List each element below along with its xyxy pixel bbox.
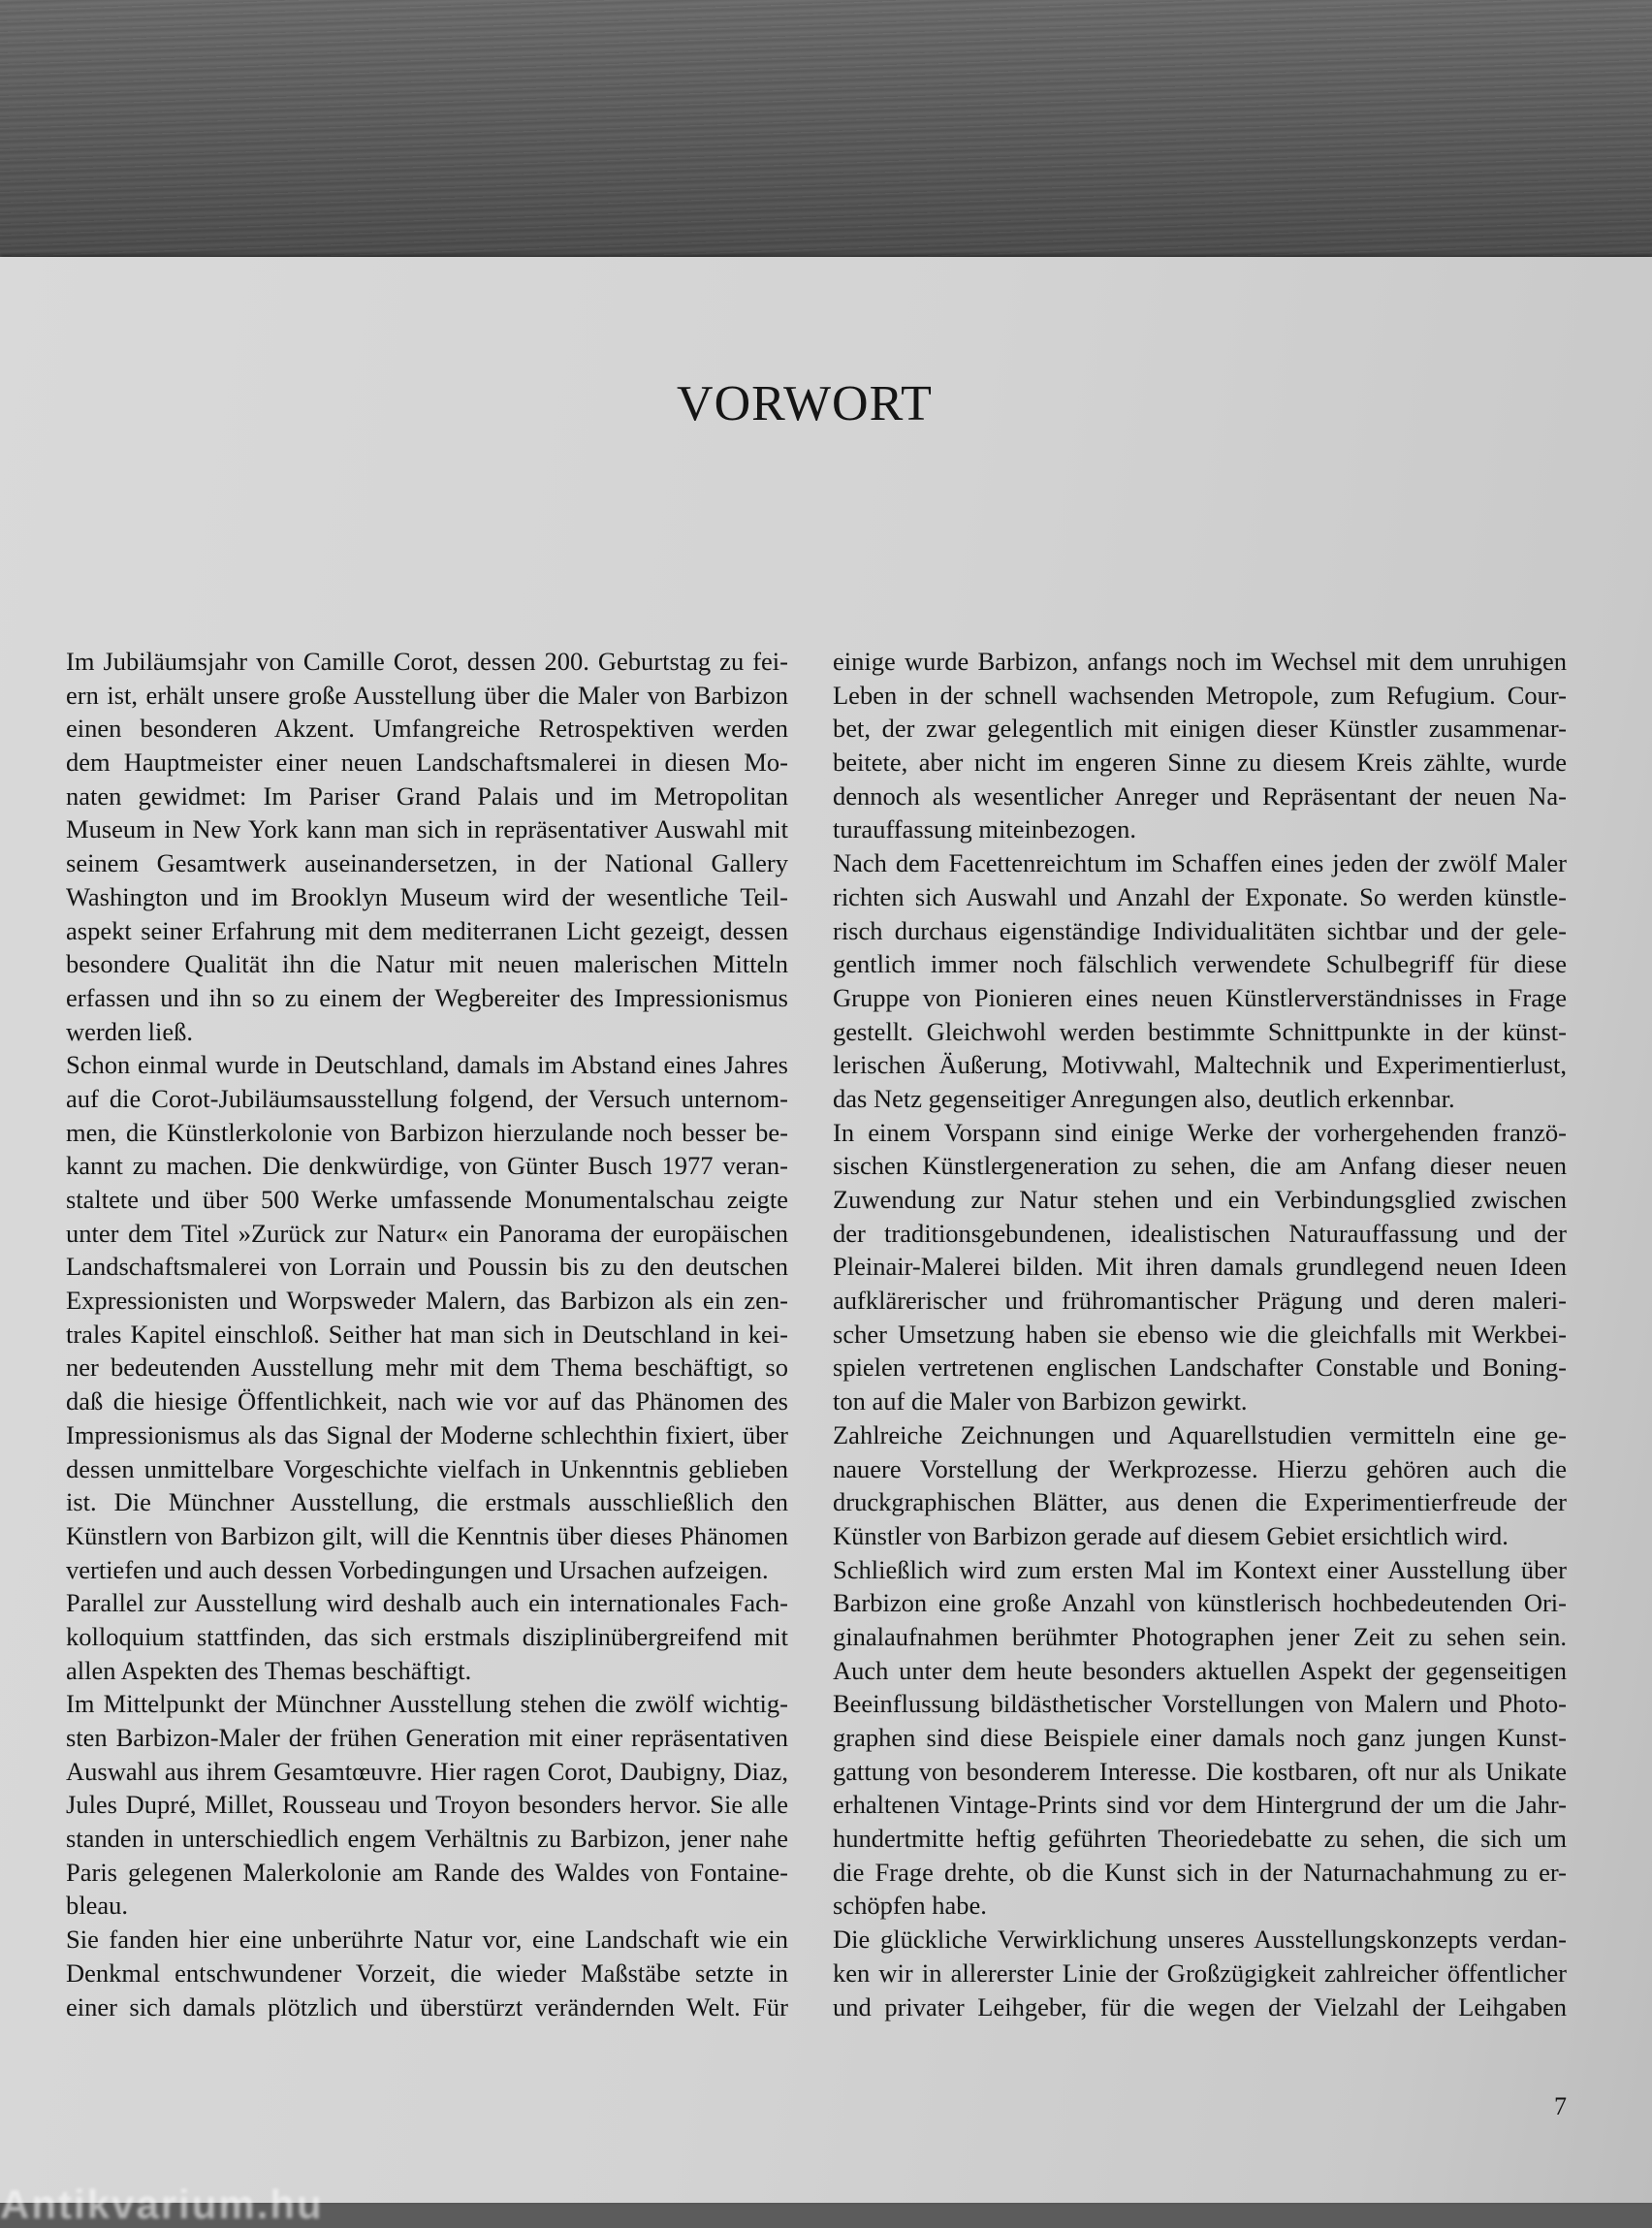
text-line: einen besonderen Akzent. Umfangreiche Retrospektiven werden bbox=[66, 714, 788, 744]
text-line: Denkmal entschwundener Vorzeit, die wieder Maßstäbe setzte in bbox=[66, 1957, 788, 1988]
text-line: Parallel zur Ausstellung wird deshalb auch ein internationales Fach- bbox=[66, 1588, 788, 1618]
paragraph bbox=[66, 1923, 788, 2023]
text-line: Zahlreiche Zeichnungen und Aquarellstudien vermitteln eine ge- bbox=[833, 1419, 1567, 1449]
text-line: Schließlich wird zum ersten Mal im Kontext einer Ausstellung über bbox=[833, 1554, 1567, 1584]
text-line: graphen sind diese Beispiele einer damals noch ganz jungen Kunst- bbox=[833, 1723, 1567, 1752]
text-line: erhaltenen Vintage-Prints sind vor dem Hintergrund der um die Jahr- bbox=[833, 1790, 1567, 1820]
text-line: ist. Die Münchner Ausstellung, die erstmals ausschließlich den bbox=[66, 1487, 788, 1517]
text-line: Beeinflussung bildästhetischer Vorstellungen von Malern und Photo- bbox=[833, 1689, 1567, 1719]
text-line: trales Kapitel einschloß. Seither hat man sich in Deutschland in kei- bbox=[66, 1319, 788, 1349]
text-line: Barbizon eine große Anzahl von künstlerisch hochbedeutenden Ori- bbox=[833, 1588, 1567, 1618]
text-line: ner bedeutenden Ausstellung mehr mit dem Thema beschäftigt, so bbox=[66, 1353, 788, 1383]
text-line: gentlich immer noch fälschlich verwendete Schulbegriff für diese bbox=[833, 949, 1567, 979]
paragraph bbox=[66, 1048, 788, 1586]
text-line: auf die Corot-Jubiläumsausstellung folgend, der Versuch unternom- bbox=[66, 1083, 788, 1113]
text-line: Auswahl aus ihrem Gesamtœuvre. Hier ragen Corot, Daubigny, Diaz, bbox=[66, 1756, 788, 1786]
paragraph bbox=[833, 645, 1567, 846]
right-text-column bbox=[833, 645, 1567, 2023]
text-line: druckgraphischen Blätter, aus denen die Experimentierfreude der bbox=[833, 1487, 1567, 1517]
text-line: bleau. bbox=[66, 1891, 129, 1921]
text-line: Impressionismus als das Signal der Moderne schlechthin fixiert, über bbox=[66, 1419, 788, 1449]
paragraph bbox=[66, 1586, 788, 1687]
paragraph bbox=[833, 1116, 1567, 1418]
text-line: aufklärerischer und frühromantischer Prägung und deren maleri- bbox=[833, 1286, 1567, 1316]
text-line: dennoch als wesentlicher Anreger und Repräsentant der neuen Na- bbox=[833, 780, 1567, 811]
text-line: ken wir in allererster Linie der Großzügigkeit zahlreicher öffentlicher bbox=[833, 1957, 1567, 1988]
left-text-column bbox=[66, 645, 788, 2023]
text-line: Washington und im Brooklyn Museum wird der wesentliche Teil- bbox=[66, 881, 788, 911]
text-line: ton auf die Maler von Barbizon gewirkt. bbox=[833, 1386, 1248, 1416]
text-line: richten sich Auswahl und Anzahl der Exponate. So werden künstle- bbox=[833, 881, 1567, 911]
text-line: sischen Künstlergeneration zu sehen, die am Anfang dieser neuen bbox=[833, 1151, 1567, 1181]
text-line: Schon einmal wurde in Deutschland, damals im Abstand eines Jahres bbox=[66, 1050, 788, 1080]
book-page bbox=[0, 257, 1652, 2227]
text-line: Leben in der schnell wachsenden Metropole, zum Refugium. Cour- bbox=[833, 680, 1567, 710]
text-line: allen Aspekten des Themas beschäftigt. bbox=[66, 1655, 472, 1685]
text-line: staltete und über 500 Werke umfassende Monumentalschau zeigte bbox=[66, 1185, 788, 1214]
text-line: Museum in New York kann man sich in repräsentativer Auswahl mit bbox=[66, 814, 788, 844]
watermark-logo: Antikvarium.hu bbox=[0, 2181, 324, 2227]
text-line: Auch unter dem heute besonders aktuellen Aspekt der gegenseitigen bbox=[833, 1655, 1567, 1685]
text-line: lerischen Äußerung, Motivwahl, Maltechnik und Experimentierlust, bbox=[833, 1050, 1567, 1080]
text-line: dessen unmittelbare Vorgeschichte vielfach in Unkenntnis geblieben bbox=[66, 1453, 788, 1483]
text-line: Die glückliche Verwirklichung unseres Ausstellungskonzepts verdan- bbox=[833, 1925, 1567, 1955]
text-line: schöpfen habe. bbox=[833, 1891, 987, 1921]
text-line: Zuwendung zur Natur stehen und ein Verbindungsglied zwischen bbox=[833, 1185, 1567, 1214]
text-line: besondere Qualität ihn die Natur mit neuen malerischen Mitteln bbox=[66, 949, 788, 979]
text-line: einer sich damals plötzlich und überstürzt verändernden Welt. Für bbox=[66, 1991, 788, 2021]
text-line: ginalaufnahmen berühmter Photographen jener Zeit zu sehen sein. bbox=[833, 1621, 1567, 1651]
table-surface-background bbox=[0, 0, 1652, 271]
paragraph bbox=[66, 645, 788, 1048]
text-line: Jules Dupré, Millet, Rousseau und Troyon besonders hervor. Sie alle bbox=[66, 1790, 788, 1820]
text-line: das Netz gegenseitiger Anregungen also, deutlich erkennbar. bbox=[833, 1083, 1455, 1113]
paragraph bbox=[66, 1687, 788, 1923]
text-line: Im Jubiläumsjahr von Camille Corot, dessen 200. Geburtstag zu fei- bbox=[66, 647, 788, 676]
text-line: die Frage drehte, ob die Kunst sich in der Naturnachahmung zu er- bbox=[833, 1857, 1567, 1887]
text-line: seinem Gesamtwerk auseinandersetzen, in der National Gallery bbox=[66, 848, 788, 878]
text-line: scher Umsetzung haben sie ebenso wie die gleichfalls mit Werkbei- bbox=[833, 1319, 1567, 1349]
text-line: Künstlern von Barbizon gilt, will die Kenntnis über dieses Phänomen bbox=[66, 1520, 788, 1550]
text-line: Expressionisten und Worpsweder Malern, das Barbizon als ein zen- bbox=[66, 1286, 788, 1316]
text-line: aspekt seiner Erfahrung mit dem mediterranen Licht gezeigt, dessen bbox=[66, 915, 788, 945]
text-line: kannt zu machen. Die denkwürdige, von Günter Busch 1977 veran- bbox=[66, 1151, 788, 1181]
page-title: VORWORT bbox=[677, 376, 933, 431]
text-line: Landschaftsmalerei von Lorrain und Poussin bis zu den deutschen bbox=[66, 1252, 788, 1282]
text-line: gestellt. Gleichwohl werden bestimmte Schnittpunkte in der künst- bbox=[833, 1016, 1567, 1046]
text-line: ern ist, erhält unsere große Ausstellung über die Maler von Barbizon bbox=[66, 680, 788, 710]
text-line: Paris gelegenen Malerkolonie am Rande des Waldes von Fontaine- bbox=[66, 1857, 788, 1887]
text-line: naten gewidmet: Im Pariser Grand Palais und im Metropolitan bbox=[66, 780, 788, 811]
text-line: sten Barbizon-Maler der frühen Generation mit einer repräsentativen bbox=[66, 1723, 788, 1752]
text-line: Künstler von Barbizon gerade auf diesem Gebiet ersichtlich wird. bbox=[833, 1520, 1509, 1550]
text-line: hundertmitte heftig geführten Theoriedebatte zu sehen, die sich um bbox=[833, 1824, 1567, 1854]
text-line: turauffassung miteinbezogen. bbox=[833, 814, 1137, 844]
text-line: risch durchaus eigenständige Individualitäten sichtbar und der gele- bbox=[833, 915, 1567, 945]
text-line: In einem Vorspann sind einige Werke der vorhergehenden franzö- bbox=[833, 1117, 1567, 1147]
text-line: standen in unterschiedlich engem Verhältnis zu Barbizon, jener nahe bbox=[66, 1824, 788, 1854]
paragraph bbox=[833, 846, 1567, 1116]
text-line: beitete, aber nicht im engeren Sinne zu diesem Kreis zählte, wurde bbox=[833, 748, 1567, 778]
text-line: bet, der zwar gelegentlich mit einigen dieser Künstler zusammenar- bbox=[833, 714, 1567, 744]
paragraph bbox=[833, 1923, 1567, 2023]
page-number: 7 bbox=[1554, 2092, 1567, 2120]
text-line: men, die Künstlerkolonie von Barbizon hierzulande noch besser be- bbox=[66, 1117, 788, 1147]
text-line: einige wurde Barbizon, anfangs noch im Wechsel mit dem unruhigen bbox=[833, 647, 1567, 676]
text-line: der traditionsgebundenen, idealistischen Naturauffassung und der bbox=[833, 1218, 1567, 1248]
text-line: spielen vertretenen englischen Landschafter Constable und Boning- bbox=[833, 1353, 1567, 1383]
text-line: dem Hauptmeister einer neuen Landschaftsmalerei in diesen Mo- bbox=[66, 748, 788, 778]
paragraph bbox=[833, 1553, 1567, 1924]
text-line: werden ließ. bbox=[66, 1016, 193, 1046]
text-line: Gruppe von Pionieren eines neuen Künstlerverständnisses in Frage bbox=[833, 982, 1567, 1012]
text-line: Sie fanden hier eine unberührte Natur vor, eine Landschaft wie ein bbox=[66, 1925, 788, 1955]
text-line: Nach dem Facettenreichtum im Schaffen eines jeden der zwölf Maler bbox=[833, 848, 1567, 878]
text-line: vertiefen und auch dessen Vorbedingungen und Ursachen aufzeigen. bbox=[66, 1554, 769, 1584]
text-line: und privater Leihgeber, für die wegen der Vielzahl der Leihgaben bbox=[833, 1991, 1567, 2021]
text-line: kolloquium stattfinden, das sich erstmals disziplinübergreifend mit bbox=[66, 1621, 788, 1651]
text-line: Pleinair-Malerei bilden. Mit ihren damals grundlegend neuen Ideen bbox=[833, 1252, 1567, 1282]
text-line: gattung von besonderem Interesse. Die kostbaren, oft nur als Unikate bbox=[833, 1756, 1567, 1786]
text-line: erfassen und ihn so zu einem der Wegbereiter des Impressionismus bbox=[66, 982, 788, 1012]
paragraph bbox=[833, 1418, 1567, 1553]
text-line: nauere Vorstellung der Werkprozesse. Hierzu gehören auch die bbox=[833, 1453, 1567, 1483]
text-line: daß die hiesige Öffentlichkeit, nach wie vor auf das Phänomen des bbox=[66, 1386, 788, 1416]
text-line: unter dem Titel »Zurück zur Natur« ein Panorama der europäischen bbox=[66, 1218, 788, 1248]
text-line: Im Mittelpunkt der Münchner Ausstellung stehen die zwölf wichtig- bbox=[66, 1689, 788, 1719]
